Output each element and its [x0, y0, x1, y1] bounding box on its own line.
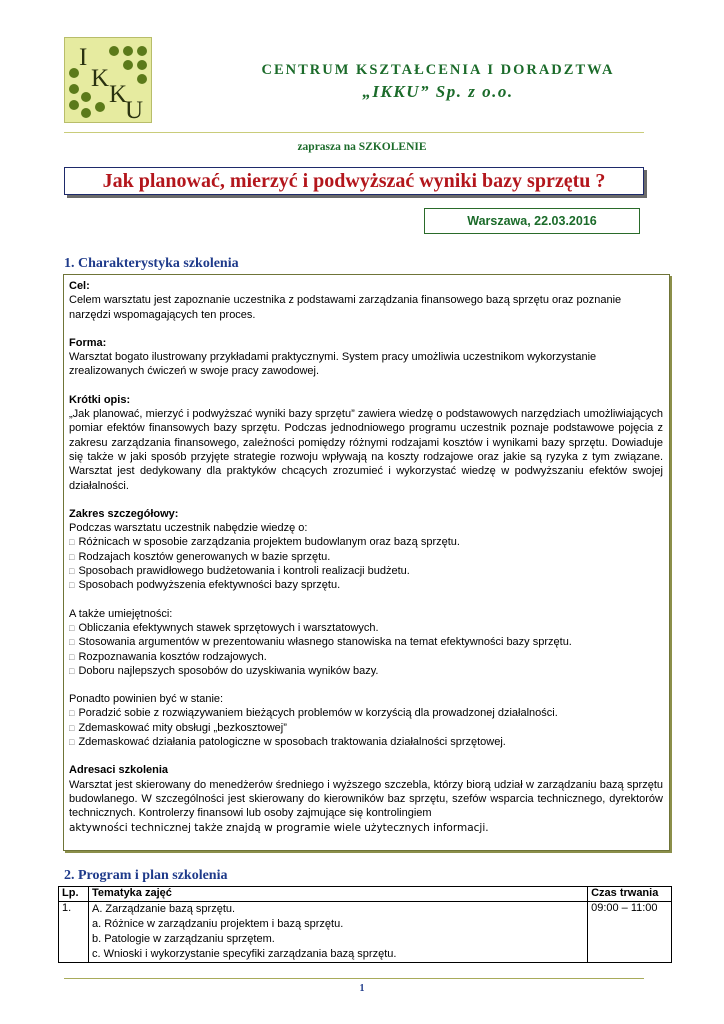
skills-item: □ Rozpoznawania kosztów rodzajowych.: [69, 650, 663, 664]
zakres-item: □ Sposobach podwyższenia efektywności bazy sprzętu.: [69, 578, 663, 592]
forma-text: Warsztat bogato ilustrowany przykładami praktycznymi. System pracy umożliwia uczestnikom wykorzystanie zrealizowanych ćwiczeń w swoje pracy zawodowej.: [69, 351, 597, 378]
characteristics-box: [63, 274, 670, 851]
program-table: [58, 886, 672, 963]
training-date: Warszawa, 22.03.2016: [467, 214, 597, 228]
logo-letter-k1: K: [91, 65, 110, 92]
logo-letter-u: U: [125, 97, 144, 124]
logo-dot: [137, 46, 147, 56]
skills-item: □ Doboru najlepszych sposobów do uzyskiwania wyników bazy.: [69, 664, 663, 678]
training-title: Jak planować, mierzyć i podwyższać wyniki bazy sprzętu ?: [102, 170, 606, 192]
section-2-heading: 2. Program i plan szkolenia: [64, 868, 228, 883]
logo-dot: [137, 74, 147, 84]
ikku-logo: [64, 37, 152, 123]
logo-dot: [109, 46, 119, 56]
logo-dot: [81, 108, 91, 118]
zakres-item: □ Sposobach prawidłowego budżetowania i kontroli realizacji budżetu.: [69, 564, 663, 578]
skills-item: □ Stosowania argumentów w prezentowaniu własnego stanowiska na temat efektywności bazy sprzętu.: [69, 635, 663, 649]
zakres-item: □ Rodzajach kosztów generowanych w bazie sprzętu.: [69, 550, 663, 564]
able-intro: Ponadto powinien być w stanie:: [69, 693, 224, 706]
row-time: 09:00 – 11:00: [588, 902, 672, 963]
logo-dot: [69, 100, 79, 110]
section-1-heading: 1. Charakterystyka szkolenia: [64, 256, 239, 271]
logo-dot: [69, 84, 79, 94]
logo-dot: [69, 68, 79, 78]
logo-letter-i: I: [79, 44, 88, 71]
org-name: CENTRUM KSZTAŁCENIA I DORADZTWA: [261, 62, 615, 78]
table-header-row: [59, 887, 672, 902]
skills-intro: A także umiejętności:: [69, 607, 173, 620]
cel-label: Cel:: [69, 280, 90, 292]
row-topic-cell: [88, 902, 587, 963]
logo-letter-k2: K: [109, 81, 128, 108]
date-box: [424, 208, 640, 234]
able-item: □ Poradzić sobie z rozwiązywaniem bieżących problemów w korzyścią dla prowadzonej działalności.: [69, 706, 663, 720]
adresaci-text: Warsztat jest skierowany do menedżerów średniego i wyższego szczebla, którzy biorą udział w zarządzaniu bazą sprzętu budowlanego. W szczególności jest skierowany do kierowników baz sprzętu, szefów wsparcia technicznego, dyrektorów technicznych. Kontrolerzy finansowi lub osoby zajmujące się kontrolingiem: [69, 778, 663, 820]
adresaci-text-continued: aktywności technicznej także znajdą w programie wiele użytecznych informacji.: [69, 821, 489, 834]
col-header-time: Czas trwania: [588, 887, 672, 902]
col-header-topic: Tematyka zajęć: [88, 887, 587, 902]
row-subtopic: a. Różnice w zarządzaniu projektem i bazą sprzętu.: [91, 918, 344, 930]
opis-text: „Jak planować, mierzyć i podwyższać wyniki bazy sprzętu” zawiera wiedzę o podstawowych narzędziach umożliwiających pomiar efektów finansowych bazy sprzętu. Podczas jednodniowego programu uczestnik poznaje podstawowe pojęcia z zakresu zarządzania finansowego, zależności pomiędzy różnymi rodzajami kosztów i wynikami bazy sprzętu. Dowiaduje się także w jaki sposób przyjęte strategie rozwoju wpływają na koszty rodzajowe oraz jakie są ryzyka z tym związane. Warsztat jest dedykowany dla praktyków chcących zrozumieć i wykorzystać wiedzę w podwyższaniu efektów swojej działalności.: [69, 408, 663, 492]
row-lp: 1.: [59, 902, 89, 963]
zakres-label: Zakres szczegółowy:: [69, 507, 179, 520]
able-item: □ Zdemaskować działania patologiczne w sposobach traktowania działalności sprzętowej.: [69, 735, 663, 749]
header-divider: [64, 132, 644, 133]
table-row: [59, 902, 672, 963]
invite-line: zaprasza na SZKOLENIE: [297, 141, 427, 153]
zakres-intro: Podczas warsztatu uczestnik nabędzie wiedzę o:: [69, 522, 308, 535]
org-subtitle: „IKKU” Sp. z o.o.: [362, 82, 514, 101]
logo-dot: [81, 92, 91, 102]
training-title-box: [64, 167, 644, 195]
logo-dot: [123, 60, 133, 70]
logo-dot: [137, 60, 147, 70]
forma-label: Forma:: [69, 336, 107, 349]
zakres-item: □ Różnicach w sposobie zarządzania projektem budowlanym oraz bazą sprzętu.: [69, 535, 663, 549]
footer-divider: [64, 978, 644, 979]
cel-text: Celem warsztatu jest zapoznanie uczestnika z podstawami zarządzania finansowego bazą sprzętu oraz poznanie narzędzi wspomagających ten proces.: [69, 294, 622, 321]
able-item: □ Zdemaskować mity obsługi „bezkosztowej”: [69, 721, 663, 735]
logo-dot: [123, 46, 133, 56]
row-topic: A. Zarządzanie bazą sprzętu.: [91, 903, 236, 915]
opis-label: Krótki opis:: [69, 393, 131, 406]
row-subtopic: c. Wnioski i wykorzystanie specyfiki zarządzania bazą sprzętu.: [91, 948, 397, 960]
logo-dot: [95, 102, 105, 112]
skills-item: □ Obliczania efektywnych stawek sprzętowych i warsztatowych.: [69, 621, 663, 635]
page-number: 1: [359, 983, 365, 994]
adresaci-label: Adresaci szkolenia: [69, 764, 169, 777]
row-subtopic: b. Patologie w zarządzaniu sprzętem.: [91, 933, 275, 945]
col-header-lp: Lp.: [59, 887, 89, 902]
